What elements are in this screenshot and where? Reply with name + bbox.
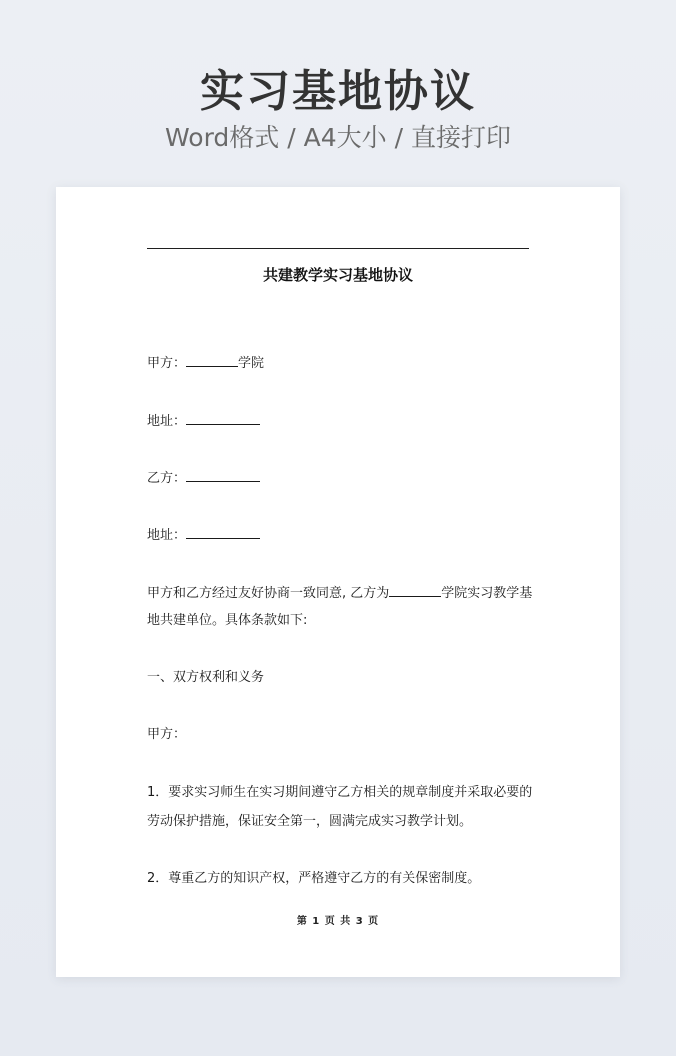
party-b-label: 乙方： (147, 471, 187, 486)
address-b-line (147, 524, 537, 546)
party-a-label: 甲方： (147, 356, 187, 371)
document-title: 共建教学实习基地协议 (262, 266, 413, 284)
address-a-label: 地址： (147, 414, 187, 429)
address-a-line (147, 410, 537, 432)
party-b-line (147, 467, 537, 489)
party-a-blank (186, 352, 238, 367)
intro-line-2: 地共建单位。具体条款如下: (147, 613, 308, 628)
page-footer: 第 1 页 共 3 页 (296, 916, 380, 927)
intro-blank (389, 582, 441, 597)
header-rule (147, 248, 529, 249)
address-a-blank (186, 410, 260, 425)
party-b-blank (186, 467, 260, 482)
intro-prefix: 甲方和乙方经过友好协商一致同意, 乙方为 (147, 586, 390, 601)
item-1-line-1: 1．要求实习师生在实习期间遵守乙方相关的规章制度并采取必要的 (147, 785, 533, 800)
party-a-line (147, 352, 537, 374)
intro-suffix: 学院实习教学基 (441, 586, 533, 601)
address-b-blank (186, 524, 260, 539)
banner-title: 实习基地协议 (200, 66, 476, 117)
item-2-line-1: 2．尊重乙方的知识产权，严格遵守乙方的有关保密制度。 (147, 871, 481, 886)
party-a-suffix: 学院 (238, 356, 265, 371)
banner-subtitle: Word格式 / A4大小 / 直接打印 (165, 123, 511, 152)
party-a-obligations-label: 甲方： (147, 727, 187, 742)
item-1-line-2: 劳动保护措施，保证安全第一，圆满完成实习教学计划。 (147, 814, 473, 829)
address-b-label: 地址： (147, 528, 187, 543)
section-1-heading: 一、双方权利和义务 (147, 670, 265, 685)
intro-line-1 (147, 582, 537, 604)
document-page (56, 187, 620, 977)
